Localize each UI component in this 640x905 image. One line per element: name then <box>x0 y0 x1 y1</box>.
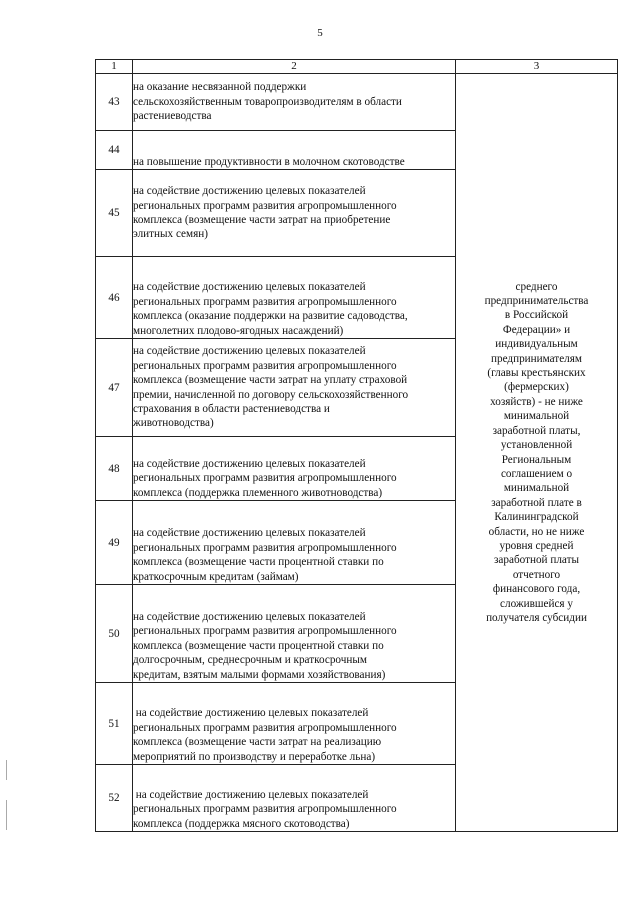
table-row <box>96 74 618 131</box>
text-line: на содействие достижению целевых показателей <box>133 281 366 294</box>
text-line: долгосрочным, среднесрочным и краткосрочным <box>133 654 367 667</box>
text-line: на содействие достижению целевых показателей <box>133 527 366 540</box>
row-number: 44 <box>96 131 133 170</box>
text-line: кредитам, взятым малыми формами хозяйствования) <box>133 668 386 681</box>
text-line: уровня средней <box>499 539 574 552</box>
scan-mark <box>6 760 7 780</box>
text-line: региональных программ развития агропромышленного <box>133 541 397 554</box>
text-line: региональных программ развития агропромышленного <box>133 359 397 372</box>
text-line: индивидуальным <box>495 338 578 351</box>
row-number: 46 <box>96 257 133 339</box>
row-number: 50 <box>96 585 133 683</box>
text-line: региональных программ развития агропромышленного <box>133 295 397 308</box>
text-line: минимальной <box>503 410 570 423</box>
row-description <box>133 339 456 437</box>
text-line: комплекса (оказание поддержки на развитие садоводства, <box>133 310 408 323</box>
row-number: 45 <box>96 170 133 257</box>
text-line: многолетних плодово-ягодных насаждений) <box>133 324 344 337</box>
row-description <box>133 683 456 765</box>
text-line: комплекса (возмещение части процентной ставки по <box>133 639 384 652</box>
text-line: комплекса (возмещение части затрат на уплату страховой <box>133 374 408 387</box>
text-line: региональных программ развития агропромышленного <box>133 721 397 734</box>
text-line: на содействие достижению целевых показателей <box>133 707 369 720</box>
text-line: заработной платы, <box>492 424 581 437</box>
text-line: на содействие достижению целевых показателей <box>133 457 366 470</box>
row-number: 47 <box>96 339 133 437</box>
text-line: региональных программ развития агропромышленного <box>133 472 397 485</box>
row-description <box>133 585 456 683</box>
text-line: в Российской <box>504 309 569 322</box>
scan-mark <box>6 800 7 830</box>
text-line: предпринимателям <box>491 352 582 365</box>
page-number: 5 <box>317 27 323 39</box>
text-line: региональных программ развития агропромышленного <box>133 625 397 638</box>
row-description <box>133 501 456 585</box>
text-line: мероприятий по производству и переработке льна) <box>133 750 376 763</box>
text-line: финансового года, <box>492 583 581 596</box>
text-line: на содействие достижению целевых показателей <box>133 610 366 623</box>
text-line: элитных семян) <box>133 228 208 241</box>
text-line: комплекса (возмещение части затрат на приобретение <box>133 214 391 226</box>
subsidy-table <box>95 59 618 832</box>
row-description <box>133 170 456 257</box>
row-description <box>133 74 456 131</box>
row-number: 52 <box>96 765 133 832</box>
row-description <box>133 765 456 832</box>
row-number: 48 <box>96 437 133 501</box>
text-line: региональных программ развития агропромышленного <box>133 199 397 212</box>
text-line: на оказание несвязанной поддержки <box>133 81 307 94</box>
text-line: на содействие достижению целевых показателей <box>133 185 366 198</box>
text-line: комплекса (возмещение части затрат на реализацию <box>133 736 382 749</box>
text-line: сложившейся у <box>500 597 573 610</box>
header-col-1: 1 <box>96 60 133 74</box>
row-number: 51 <box>96 683 133 765</box>
text-line: краткосрочным кредитам (займам) <box>133 570 299 583</box>
text-line: комплекса (возмещение части процентной ставки по <box>133 556 384 569</box>
text-line: комплекса (поддержка племенного животноводства) <box>133 486 383 499</box>
text-line: растениеводства <box>133 110 212 123</box>
text-line: заработной плате в <box>491 496 582 509</box>
text-line: соглашением о <box>500 467 573 480</box>
text-line: получателя субсидии <box>486 611 587 624</box>
row-number: 43 <box>96 74 133 131</box>
text-line: Региональным <box>501 453 572 466</box>
text-line: премии, начисленной по договору сельскохозяйственного <box>133 388 409 401</box>
header-col-3: 3 <box>456 60 618 74</box>
text-line: области, но не ниже <box>488 525 585 538</box>
text-line: хозяйств) - не ниже <box>490 395 583 408</box>
text-line: региональных программ развития агропромышленного <box>133 803 397 816</box>
text-line: на содействие достижению целевых показателей <box>133 345 366 358</box>
recipient-requirement <box>456 74 618 832</box>
text-line: (фермерских) <box>504 381 569 394</box>
row-description <box>133 257 456 339</box>
text-line: страхования в области растениеводства и <box>133 402 330 415</box>
row-description <box>133 131 456 170</box>
text-line: установленной <box>500 439 573 452</box>
text-line: комплекса (поддержка мясного скотоводства) <box>133 817 350 830</box>
text-line: минимальной <box>503 482 570 495</box>
header-col-2: 2 <box>133 60 456 74</box>
row-number: 49 <box>96 501 133 585</box>
text-line: предпринимательства <box>484 295 589 308</box>
text-line: животноводства) <box>133 417 214 430</box>
text-line: среднего <box>515 280 558 293</box>
text-line: на содействие достижению целевых показателей <box>133 788 369 801</box>
row-description <box>133 437 456 501</box>
text-line: Калининградской <box>494 511 579 524</box>
table-header-row <box>96 60 618 74</box>
text-line: на повышение продуктивности в молочном скотоводстве <box>133 155 405 168</box>
text-line: Федерации» и <box>502 323 571 336</box>
text-line: заработной платы <box>494 554 579 567</box>
text-line: отчетного <box>512 568 561 581</box>
text-line: (главы крестьянских <box>487 367 586 380</box>
text-line: сельскохозяйственным товаропроизводителям в области <box>133 95 402 108</box>
